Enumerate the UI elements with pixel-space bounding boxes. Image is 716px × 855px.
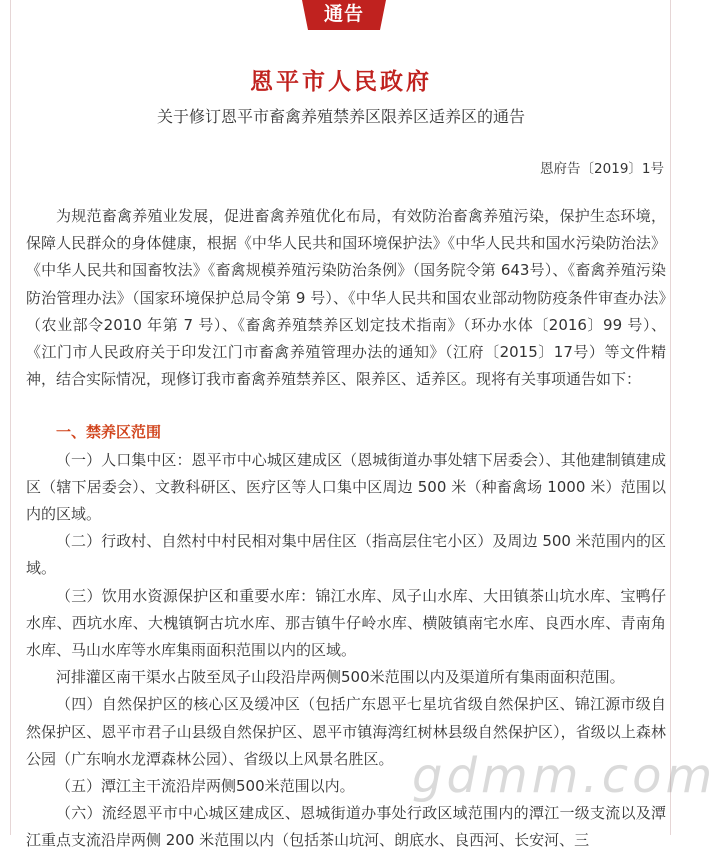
notice-title: 关于修订恩平市畜禽养殖禁养区限养区适养区的通告 <box>156 107 525 126</box>
issuing-organization: 恩平市人民政府 <box>250 69 432 95</box>
clause-paragraph: （四）自然保护区的核心区及缓冲区（包括广东恩平七星坑省级自然保护区、锦江源市级自然保护区、恩平市君子山县级自然保护区、恩平市镇海湾红树林县级自然保护区），省级以上森林公园（广东响水龙潭森林公园）、省级以上风景名胜区。 <box>26 695 666 768</box>
site-watermark: gdmm.com <box>412 748 716 804</box>
clause-paragraph: （三）饮用水资源保护区和重要水库：锦江水库、凤子山水库、大田镇茶山坑水库、宝鸭仔水库、西坑水库、大槐镇锕古坑水库、那吉镇牛仔岭水库、横陂镇南宅水库、良西水库、青南角水库、马山水库等水库集雨面积范围以内的区域。 <box>26 586 666 660</box>
clause-paragraph: （一）人口集中区：恩平市中心城区建成区（恩城街道办事处辖下居委会）、其他建制镇建成区（辖下居委会）、文教科研区、医疗区等人口集中区周边 500 米（种畜禽场 1000 米）范围以内的区域。 <box>26 450 666 524</box>
notice-tab: 通告 <box>308 0 380 30</box>
section-heading: 一、禁养区范围 <box>56 423 162 442</box>
clause-paragraph: （二）行政村、自然村中村民相对集中居住区（指高层住宅小区）及周边 500 米范围内的区域。 <box>26 532 666 578</box>
clause-paragraph: 河排灌区南干渠水占陂至凤子山段沿岸两侧500米范围以内及渠道所有集雨面积范围。 <box>56 668 625 687</box>
clause-paragraph: （五）潭江主干流沿岸两侧500米范围以内。 <box>56 777 355 796</box>
document-number: 恩府告〔2019〕1号 <box>540 161 664 177</box>
clause-paragraph: （六）流经恩平市中心城区建成区、恩城街道办事处行政区域范围内的潭江一级支流以及潭江重点支流沿岸两侧 200 米范围以内（包括茶山坑河、朗底水、良西河、长安河、三 <box>26 804 666 850</box>
intro-paragraph: 为规范畜禽养殖业发展，促进畜禽养殖优化布局，有效防治畜禽养殖污染，保护生态环境，保障人民群众的身体健康，根据《中华人民共和国环境保护法》《中华人民共和国水污染防治法》《中华人民共和国畜牧法》《畜禽规模养殖污染防治条例》（国务院令第 643号）、《畜禽养殖污染防治管理办法》（国家环境保护总局令第 9 号）、《中华人民共和国农业部动物防疫条件审查办法》（农业部令2010 年第 7 号）、《畜禽养殖禁养区划定技术指南》（环办水体〔2016〕99 号）、《江门市人民政府关于印发江门市畜禽养殖管理办法的通知》（江府〔2015〕17号）等文件精神，结合实际情况，现修订我市畜禽养殖禁养区、限养区、适养区。现将有关事项通告如下： <box>26 207 666 389</box>
